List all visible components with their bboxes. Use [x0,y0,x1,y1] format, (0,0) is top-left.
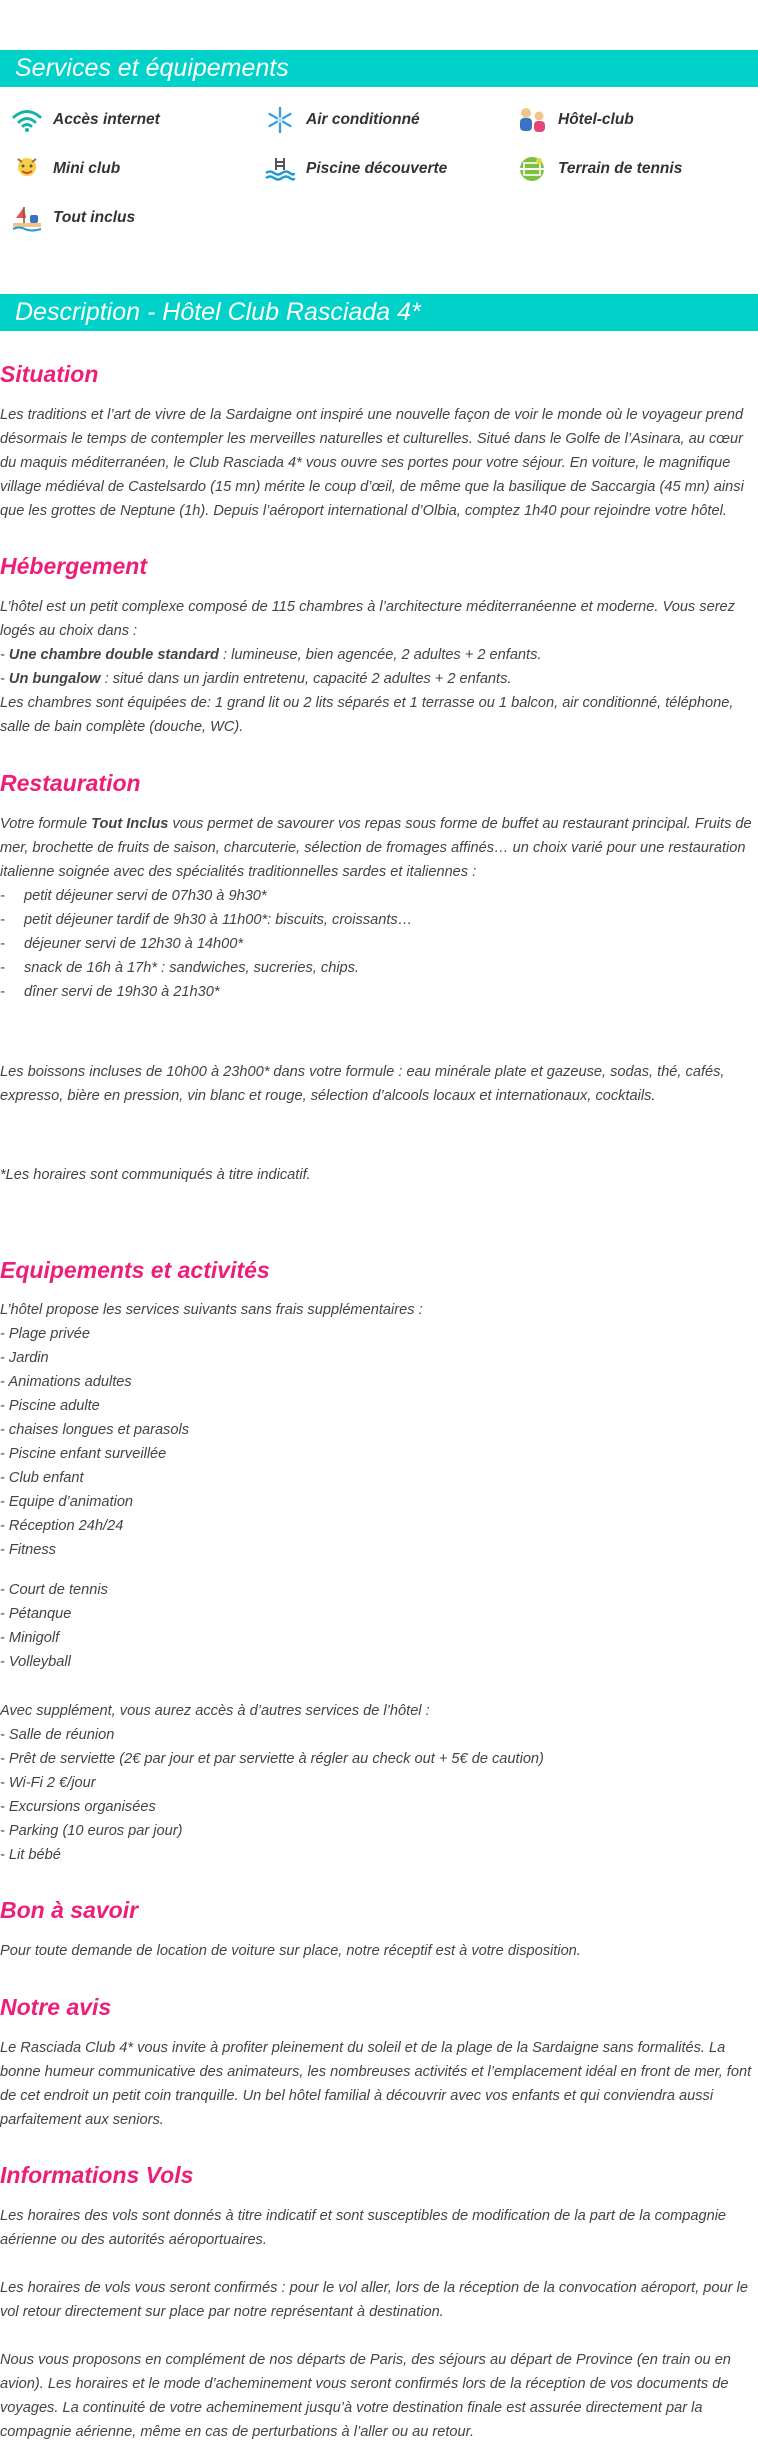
room-prefix: - [0,647,9,663]
list-item: - Excursions organisées [0,1799,156,1815]
list-item: - Piscine enfant surveillée [0,1446,167,1462]
list-item: - Fitness [0,1542,56,1558]
services-header: Services et équipements [0,50,758,87]
vols-text-2 [0,2276,758,2324]
list-item: - Animations adultes [0,1374,132,1390]
room-prefix: - [0,671,9,687]
family-icon [515,105,549,135]
list-item: - Wi-Fi 2 €/jour [0,1775,96,1791]
service-label: Accès internet [53,111,160,128]
list-item: - dîner servi de 19h30 à 21h30* [0,980,758,1004]
vols-text-3 [0,2348,758,2444]
situation-text [0,403,758,523]
room-standard [0,643,758,667]
room-standard-name: Une chambre double standard [8,647,219,663]
intro-text: vous permet de savourer vos repas sous forme de buffet au restaurant principal. Fruits de mer, brochette de fruits de saison, charcuterie, sélection de fromages affinés… un choix varié pour une restauration italienne soignée avec des spécialités traditionnelles sardes et italiennes : [0,816,752,880]
formula-name: Tout Inclus [91,816,169,832]
list-item: - Minigolf [0,1630,60,1646]
service-label: Terrain de tennis [558,160,683,177]
equipements-title: Equipements et activités [0,1257,270,1283]
service-label: Hôtel-club [558,111,634,128]
intro-text: Votre formule [0,816,92,832]
description-header: Description - Hôtel Club Rasciada 4* [0,294,758,331]
bon-a-savoir-text [0,1939,758,1963]
vols-paragraph: Les horaires des vols sont donnés à titre indicatif et sont susceptibles de modification de la part de la compagnie aérienne ou des autorités aéroportuaires. [0,2208,727,2248]
bon-a-savoir-paragraph: Pour toute demande de location de voiture sur place, notre réceptif est à votre disposition. [0,1943,581,1959]
service-item-all-inclusive [10,203,135,233]
hebergement-intro: L’hôtel est un petit complexe composé de 115 chambres à l’architecture méditerranéenne et moderne. Vous serez logés au choix dans : [0,599,735,639]
service-item-mini-club [10,154,120,184]
list-item: - Lit bébé [0,1847,61,1863]
hours-note [0,1163,758,1187]
room-bungalow [0,667,758,691]
list-item: - Piscine adulte [0,1398,100,1414]
equipements-paid [0,1699,758,1867]
list-item: - petit déjeuner servi de 07h30 à 9h30* [0,884,758,908]
restauration-title: Restauration [0,770,141,796]
list-item: - Jardin [0,1350,49,1366]
restauration-intro [0,812,758,884]
drinks-text [0,1060,758,1108]
service-item-hotel-club [515,105,634,135]
notre-avis-title: Notre avis [0,1994,112,2020]
service-item-internet [10,105,160,135]
list-item: - Plage privée [0,1326,91,1342]
service-item-tennis [515,154,682,184]
wifi-icon [10,105,44,135]
equipements-text [0,1298,758,1562]
restauration-text [0,812,758,1004]
list-item: - Salle de réunion [0,1727,115,1743]
list-item: - Court de tennis [0,1582,108,1598]
vols-text-1 [0,2204,758,2252]
list-item: - Réception 24h/24 [0,1518,124,1534]
child-icon [10,154,44,184]
tennis-icon [515,154,549,184]
drinks-paragraph: Les boissons incluses de 10h00 à 23h00* dans votre formule : eau minérale plate et gazeuse, sodas, thé, cafés, expresso, bière en pression, vin blanc et rouge, sélection d’alcools locaux et internationaux, cocktails. [0,1064,725,1104]
list-item: - chaises longues et parasols [0,1422,190,1438]
vols-title: Informations Vols [0,2162,194,2188]
list-item: - Prêt de serviette (2€ par jour et par serviette à régler au check out + 5€ de caution) [0,1751,544,1767]
service-item-air-conditioning [263,105,420,135]
service-label: Piscine découverte [306,160,448,177]
list-item: - snack de 16h à 17h* : sandwiches, sucreries, chips. [0,956,758,980]
hebergement-title: Hébergement [0,553,147,579]
equipements-intro: L’hôtel propose les services suivants sans frais supplémentaires : [0,1302,423,1318]
list-item: - petit déjeuner tardif de 9h30 à 11h00*: biscuits, croissants… [0,908,758,932]
service-label: Air conditionné [306,111,420,128]
vols-paragraph: Nous vous proposons en complément de nos départs de Paris, des séjours au départ de Province (en train ou en avion). Les horaires et le mode d’acheminement vous seront confirmés lors de la réception de vos documents de voyages. La continuité de votre acheminement jusqu’à votre destination finale est assurée directement par la compagnie aérienne, même en cas de perturbations à l’aller ou au retour. [0,2352,731,2440]
vols-paragraph: Les horaires de vols vous seront confirmés : pour le vol aller, lors de la réception de la convocation aéroport, pour le vol retour directement sur place par notre représentant à destination. [0,2280,748,2320]
list-item: - Parking (10 euros par jour) [0,1823,183,1839]
notre-avis-text [0,2036,758,2132]
hours-note-text: *Les horaires sont communiqués à titre indicatif. [0,1167,311,1183]
hebergement-text [0,595,758,739]
all-inclusive-icon [10,203,44,233]
room-equipment: Les chambres sont équipées de: 1 grand lit ou 2 lits séparés et 1 terrasse ou 1 balcon, air conditionné, téléphone, salle de bain complète (douche, WC). [0,695,734,735]
room-bungalow-name: Un bungalow [8,671,101,687]
meal-list [0,884,758,1004]
paid-intro: Avec supplément, vous aurez accès à d’autres services de l’hôtel : [0,1703,430,1719]
service-label: Tout inclus [53,209,136,226]
room-standard-desc: : lumineuse, bien agencée, 2 adultes + 2 enfants. [218,647,542,663]
notre-avis-paragraph: Le Rasciada Club 4* vous invite à profiter pleinement du soleil et de la plage de la Sardaigne sans formalités. La bonne humeur communicative des animateurs, les nombreuses activités et l’emplacement idéal en front de mer, font de cet endroit un petit coin tranquille. Un bel hôtel familial à découvrir avec vos enfants et qui conviendra aussi parfaitement aux seniors. [0,2040,752,2128]
list-item: - Volleyball [0,1654,71,1670]
list-item: - Equipe d’animation [0,1494,134,1510]
equipements-sports [0,1578,758,1674]
pool-icon [263,154,297,184]
room-bungalow-desc: : situé dans un jardin entretenu, capacité 2 adultes + 2 enfants. [100,671,512,687]
situation-paragraph: Les traditions et l’art de vivre de la Sardaigne ont inspiré une nouvelle façon de voir le monde où le voyageur prend désormais le temps de contempler les merveilles naturelles et culturelles. Situé dans le Golfe de l’Asinara, au cœur du maquis méditerranéen, le Club Rasciada 4* vous ouvre ses portes pour votre séjour. En voiture, le magnifique village médiéval de Castelsardo (15 mn) mérite le coup d’œil, de même que la basilique de Saccargia (45 mn) ainsi que les grottes de Neptune (1h). Depuis l’aéroport international d’Olbia, comptez 1h40 pour rejoindre votre hôtel. [0,407,744,519]
bon-a-savoir-title: Bon à savoir [0,1897,139,1923]
situation-title: Situation [0,361,99,387]
list-item: - Pétanque [0,1606,72,1622]
list-item: - déjeuner servi de 12h30 à 14h00* [0,932,758,956]
snowflake-icon [263,105,297,135]
list-item: - Club enfant [0,1470,84,1486]
service-item-pool [263,154,447,184]
service-label: Mini club [53,160,121,177]
